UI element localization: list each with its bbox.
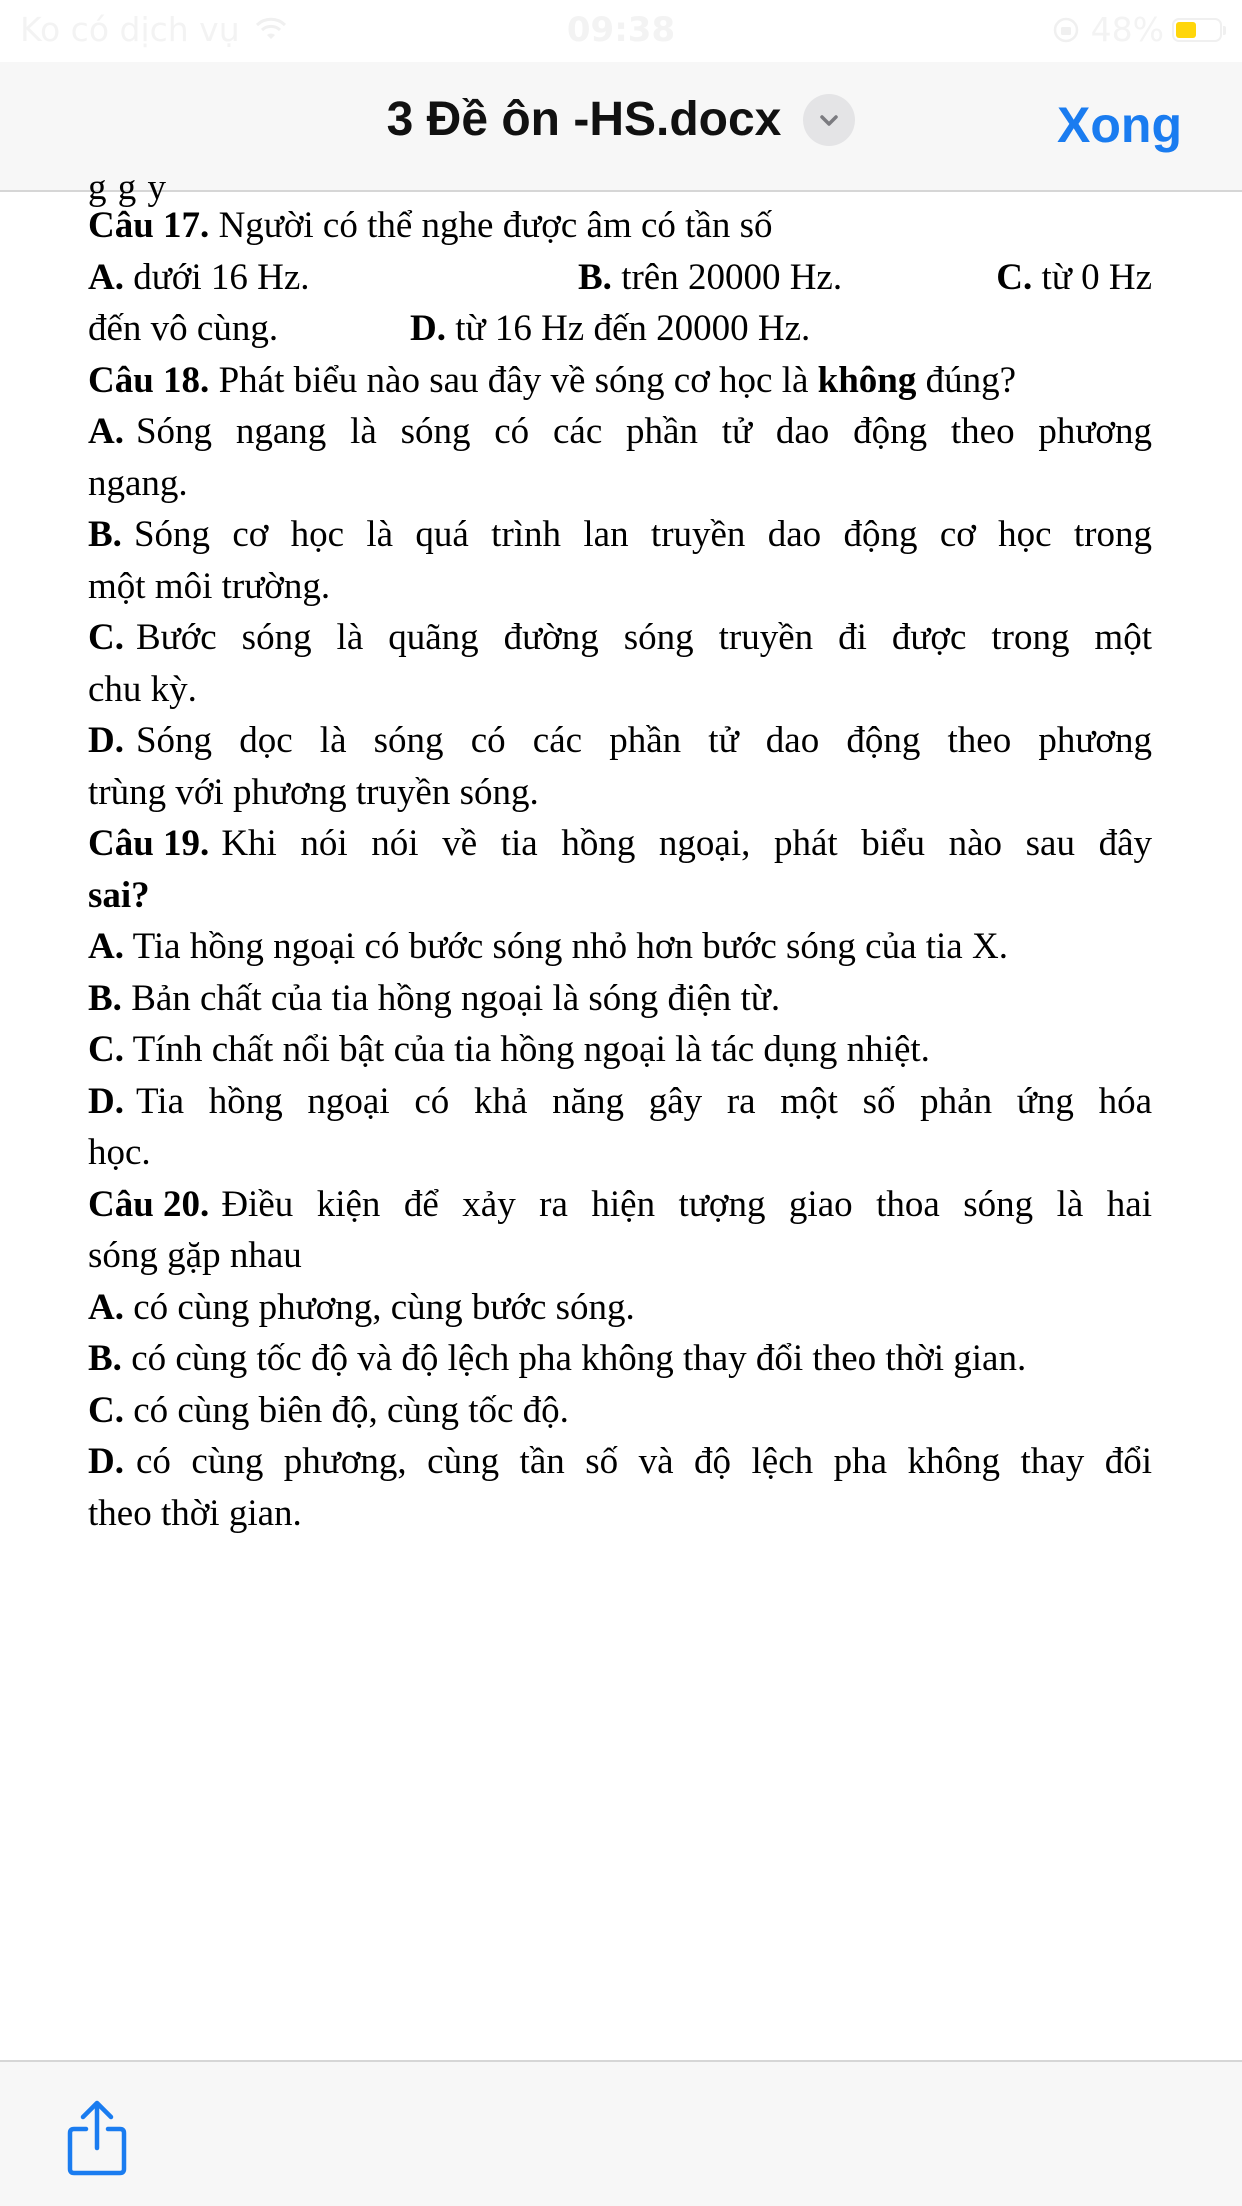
q18-option-a: A. Sóng ngang là sóng có các phần tử dao động theo phương (88, 411, 1152, 452)
battery-tip (1223, 26, 1226, 35)
q19-option-a: A. Tia hồng ngoại có bước sóng nhỏ hơn bước sóng của tia X. (88, 926, 1008, 967)
q18-option-c-cont: chu kỳ. (88, 668, 197, 710)
question-text: Người có thể nghe được âm có tần số (218, 205, 773, 246)
q18-option-b: B. Sóng cơ học là quá trình lan truyền dao động cơ học trong (88, 514, 1152, 555)
q19-option-d-cont: học. (88, 1132, 151, 1173)
q20-option-d: D. có cùng phương, cùng tần số và độ lệch pha không thay đổi (88, 1441, 1152, 1482)
question-20-cont: sóng gặp nhau (88, 1235, 302, 1276)
battery-icon (1172, 18, 1222, 42)
q20-option-a: A. có cùng phương, cùng bước sóng. (88, 1286, 635, 1328)
q17-options-row (88, 252, 1152, 304)
bottom-toolbar (0, 2060, 1242, 2206)
q18-option-c: C. Bước sóng là quãng đường sóng truyền đi được trong một (88, 617, 1152, 658)
q20-option-b: B. có cùng tốc độ và độ lệch pha không thay đổi theo thời gian. (88, 1338, 1027, 1379)
share-button[interactable] (62, 2098, 132, 2178)
document-viewer[interactable] (0, 167, 1242, 2060)
document-page (88, 200, 1152, 1539)
option-a: A. dưới 16 Hz. (88, 256, 310, 298)
q17-options-row-2 (88, 303, 1152, 355)
question-17 (88, 200, 1152, 252)
q20-option-c: C. có cùng biên độ, cùng tốc độ. (88, 1389, 569, 1431)
q19-option-b: B. Bản chất của tia hồng ngoại là sóng điện từ. (88, 977, 781, 1019)
done-button[interactable]: Xong (1057, 97, 1182, 153)
clipped-text-line: g g y (88, 167, 167, 208)
navigation-bar (0, 62, 1242, 192)
q18-option-d: D. Sóng dọc là sóng có các phần tử dao động theo phương (88, 720, 1152, 761)
q19-option-c: C. Tính chất nổi bật của tia hồng ngoại là tác dụng nhiệt. (88, 1029, 930, 1070)
battery-level (1176, 22, 1196, 38)
document-title[interactable]: 3 Đề ôn -HS.docx (386, 93, 782, 146)
share-icon[interactable] (62, 2098, 132, 2178)
option-d: D. từ 16 Hz đến 20000 Hz. (410, 308, 811, 349)
question-20: Câu 20. Điều kiện để xảy ra hiện tượng giao thoa sóng là hai (88, 1183, 1152, 1225)
status-right (1051, 10, 1222, 49)
carrier-label: Ko có dịch vụ (20, 10, 240, 49)
clock: 09:38 (566, 10, 676, 50)
q18-option-a-cont: ngang. (88, 462, 188, 504)
option-b: B. trên 20000 Hz. (578, 256, 843, 298)
orientation-lock-icon (1051, 15, 1081, 45)
q20-option-d-cont: theo thời gian. (88, 1492, 302, 1534)
chevron-down-icon[interactable] (803, 94, 855, 146)
q18-option-d-cont: trùng với phương truyền sóng. (88, 771, 539, 813)
title-menu[interactable] (0, 92, 1242, 147)
q18-option-b-cont: một môi trường. (88, 565, 331, 607)
q19-option-d: D. Tia hồng ngoại có khả năng gây ra một số phản ứng hóa (88, 1080, 1152, 1122)
question-19-cont: sai? (88, 874, 150, 916)
question-19: Câu 19. Khi nói nói về tia hồng ngoại, phát biểu nào sau đây (88, 823, 1152, 864)
question-18: Câu 18. Phát biểu nào sau đây về sóng cơ học là không đúng? (88, 359, 1017, 401)
status-bar (0, 0, 1242, 62)
battery-percent: 48% (1090, 10, 1164, 49)
option-c-cont: đến vô cùng. (88, 308, 279, 349)
option-c: C. từ 0 Hz (996, 256, 1152, 298)
question-label: Câu 17. (88, 205, 210, 246)
